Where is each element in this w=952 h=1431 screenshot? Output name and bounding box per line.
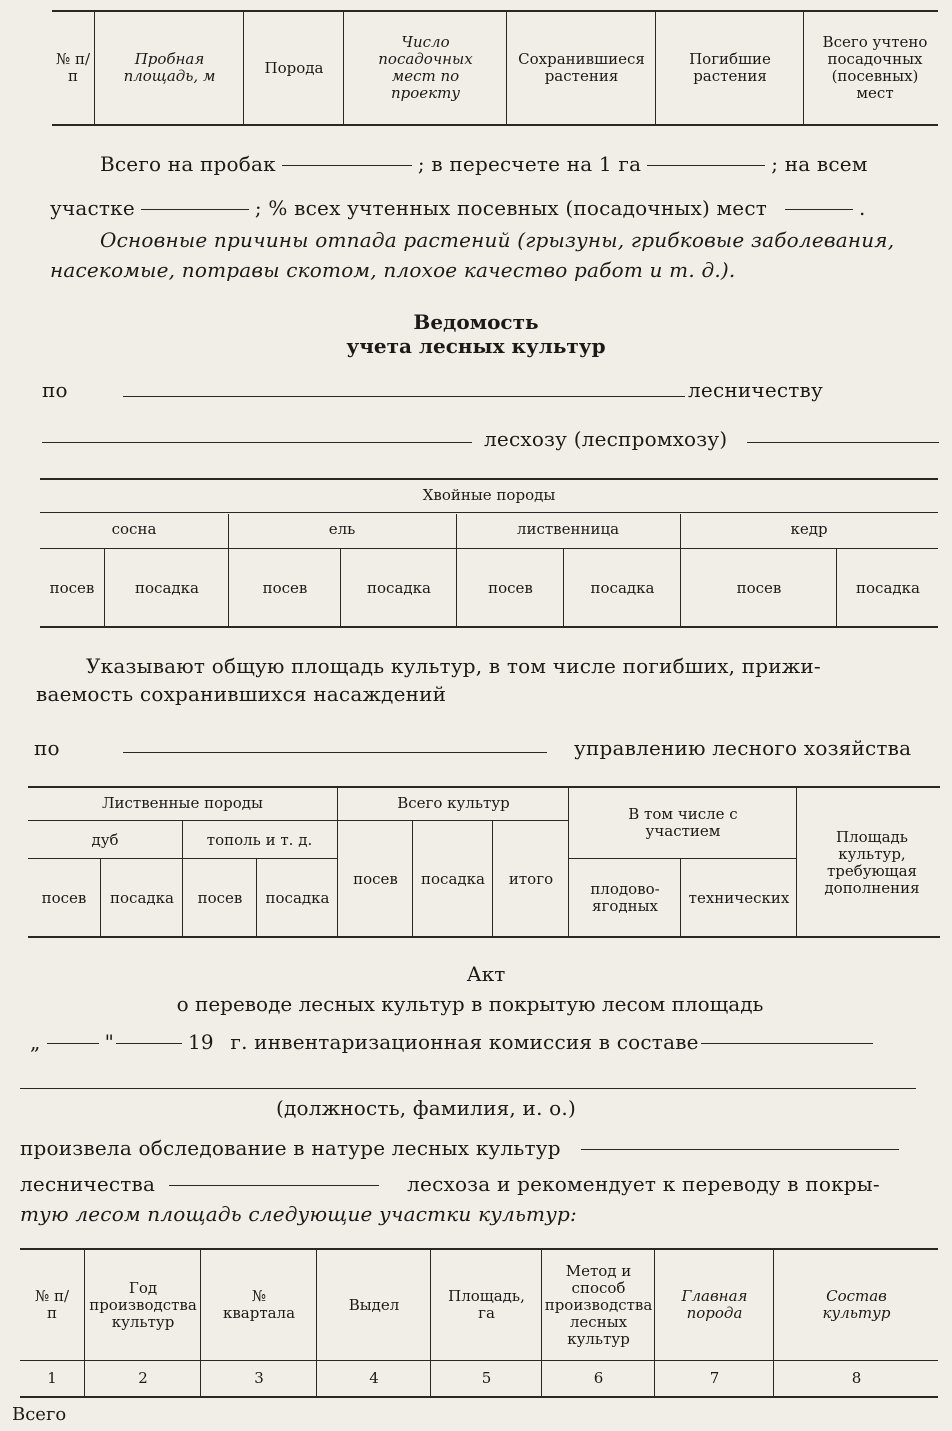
oak-sowing: посев bbox=[41, 888, 87, 907]
col-index-3: 3 bbox=[254, 1368, 264, 1387]
col-dead: Погибшие растения bbox=[689, 50, 771, 85]
leskhoz-label: лесхозу (леспромхозу) bbox=[484, 427, 728, 451]
col-index-7: 7 bbox=[709, 1368, 720, 1387]
loss-causes-line-2: насекомые, потравы скотом, плохое качество работ и т. д.). bbox=[50, 258, 736, 282]
spruce-sowing: посев bbox=[262, 578, 308, 597]
species-cedar: кедр bbox=[790, 519, 828, 538]
poplar-planting: посадка bbox=[265, 888, 330, 907]
col-index-8: 8 bbox=[851, 1368, 862, 1387]
col-species: Порода bbox=[264, 58, 324, 77]
cedar-sowing: посев bbox=[736, 578, 782, 597]
larch-planting: посадка bbox=[590, 578, 655, 597]
act-inspection-line: произвела обследование в натуре лесных культур bbox=[20, 1130, 940, 1166]
technical: технических bbox=[688, 888, 790, 907]
statement-title: Ведомость bbox=[413, 310, 539, 334]
col-quarter: № квартала bbox=[222, 1287, 296, 1322]
col-surviving: Сохранившиеся растения bbox=[518, 50, 645, 85]
col-planned-places: Число посадочных мест по проекту bbox=[378, 33, 473, 102]
total-sum: итого bbox=[508, 869, 554, 888]
col-production-year: Год производства культур bbox=[89, 1278, 197, 1331]
col-main-species: Главная порода bbox=[681, 1287, 748, 1322]
col-index-5: 5 bbox=[481, 1368, 492, 1387]
poplar-sowing: посев bbox=[197, 888, 243, 907]
totals-line-1: Всего на пробак ; в пересчете на 1 га ; на всем bbox=[100, 152, 868, 176]
management-label: управлению лесного хозяйства bbox=[574, 736, 912, 760]
management-label-po: по bbox=[34, 736, 60, 760]
act-forestry-line: лесничества лесхоза и рекомендует к переводу в покры- bbox=[20, 1172, 880, 1196]
col-sample-plot: Пробная площадь, м bbox=[123, 50, 216, 85]
oak-header: дуб bbox=[91, 830, 119, 849]
indicate-line-1: Указывают общую площадь культур, в том числе погибших, прижи- bbox=[86, 654, 821, 678]
indicate-line-2: ваемость сохранившихся насаждений bbox=[36, 682, 447, 706]
spruce-planting: посадка bbox=[367, 578, 431, 597]
loss-causes-line-1: Основные причины отпада растений (грызуны, грибковые заболевания, bbox=[100, 228, 895, 252]
col-number: № п/п bbox=[55, 50, 90, 85]
larch-sowing: посев bbox=[488, 578, 533, 597]
totals-line-2: участке ; % всех учтенных посевных (посадочных) мест . bbox=[50, 196, 866, 220]
col-index-2: 2 bbox=[138, 1368, 148, 1387]
col-method: Метод и способ производства лесных культур bbox=[544, 1261, 653, 1348]
pine-sowing: посев bbox=[49, 578, 95, 597]
total-crops-header: Всего культур bbox=[397, 793, 510, 812]
deciduous-group-header: Лиственные породы bbox=[102, 793, 263, 812]
fruit-berry: плодово-ягодных bbox=[590, 880, 660, 915]
act-plots-line: тую лесом площадь следующие участки культур: bbox=[20, 1202, 577, 1226]
oak-planting: посадка bbox=[110, 888, 174, 907]
total-sowing: посев bbox=[353, 869, 398, 888]
forestry-label-po: по bbox=[42, 378, 68, 402]
area-needing-supplement: Площадь культур, требующая дополнения bbox=[824, 828, 920, 897]
col-index-1: 1 bbox=[47, 1368, 57, 1387]
positions-caption: (должность, фамилия, и. о.) bbox=[276, 1096, 576, 1120]
col-allotment: Выдел bbox=[348, 1295, 400, 1314]
col-index-6: 6 bbox=[593, 1368, 604, 1387]
col-index-4: 4 bbox=[369, 1368, 379, 1387]
cedar-planting: посадка bbox=[856, 578, 920, 597]
col-area: Площадь, га bbox=[448, 1287, 525, 1322]
col-total-counted: Всего учтено посадочных (посевных) мест bbox=[822, 33, 928, 102]
poplar-header: тополь и т. д. bbox=[206, 830, 313, 849]
col-composition: Состав культур bbox=[822, 1287, 891, 1322]
col-number: № п/п bbox=[34, 1287, 69, 1322]
including-header: В том числе с участием bbox=[628, 805, 738, 840]
act-date-line: „ " 19 г. инвентаризационная комиссия в составе bbox=[30, 1024, 950, 1060]
species-larch: лиственница bbox=[516, 519, 620, 538]
act-title: Акт bbox=[466, 962, 506, 986]
table-total-label: Всего bbox=[12, 1404, 67, 1425]
forestry-label: лесничеству bbox=[688, 378, 823, 402]
species-spruce: ель bbox=[328, 519, 356, 538]
act-subtitle: о переводе лесных культур в покрытую лесом площадь bbox=[176, 992, 764, 1016]
total-planting: посадка bbox=[421, 869, 485, 888]
statement-subtitle: учета лесных культур bbox=[346, 334, 606, 358]
pine-planting: посадка bbox=[135, 578, 199, 597]
species-pine: сосна bbox=[111, 519, 157, 538]
conifer-group-header: Хвойные породы bbox=[422, 485, 556, 504]
